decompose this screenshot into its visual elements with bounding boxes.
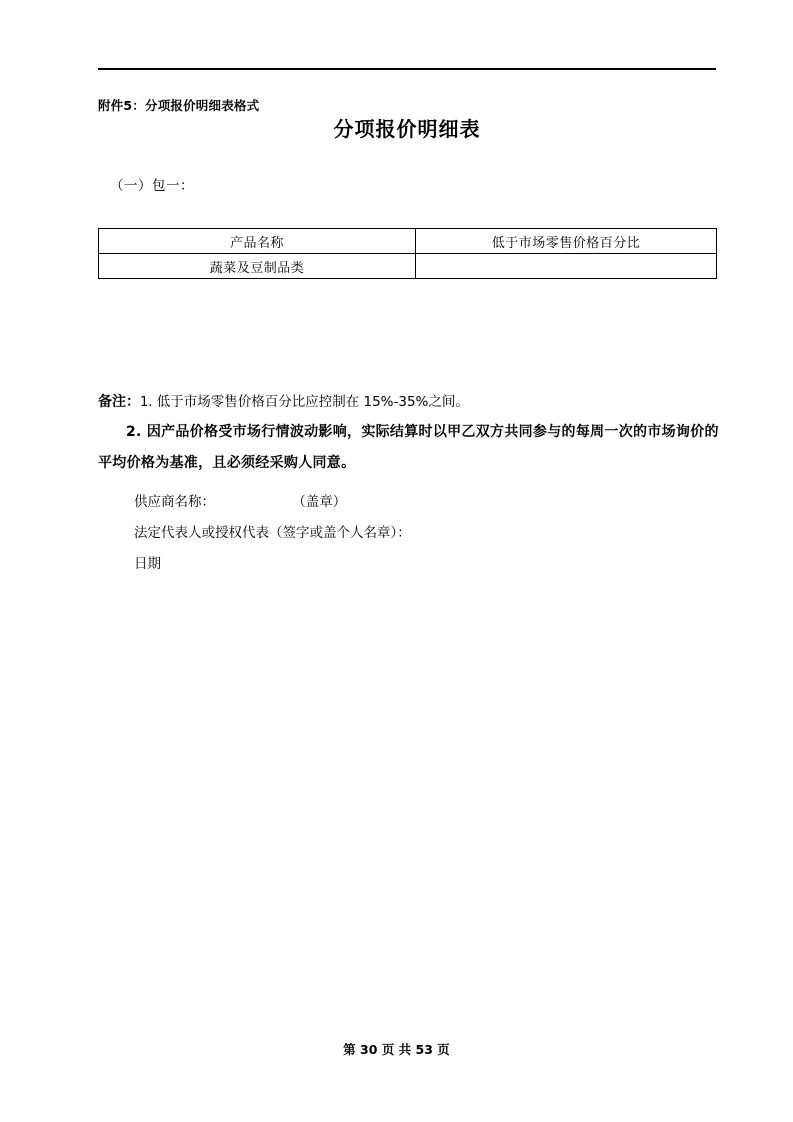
footer-middle: 页 共 bbox=[381, 1042, 412, 1057]
table-cell-discount-percent[interactable] bbox=[416, 254, 717, 279]
remark-item-1 bbox=[98, 388, 723, 417]
footer-prefix: 第 bbox=[343, 1042, 356, 1057]
table-header-product-name: 产品名称 bbox=[99, 229, 416, 254]
remark-item-1-number: 1. bbox=[140, 395, 153, 410]
table-header-discount-percent: 低于市场零售价格百分比 bbox=[416, 229, 717, 254]
price-table bbox=[98, 228, 717, 279]
footer-current-page: 30 bbox=[360, 1042, 378, 1057]
signature-block bbox=[98, 487, 698, 580]
supplier-name-line bbox=[98, 487, 698, 518]
footer-total-pages: 53 bbox=[415, 1042, 433, 1057]
supplier-name-label: 供应商名称： bbox=[134, 494, 215, 510]
table-row bbox=[99, 254, 717, 279]
seal-note: （盖章） bbox=[299, 494, 347, 510]
package-heading: （一）包一： bbox=[110, 178, 194, 194]
remark-item-2: 2. 因产品价格受市场行情波动影响，实际结算时以甲乙双方共同参与的每周一次的市场询价的平均价格为基准，且必须经采购人同意。 bbox=[98, 424, 719, 471]
remark-item-1-text: 低于市场零售价格百分比应控制在 15%-35%之间。 bbox=[156, 394, 469, 410]
page-footer bbox=[0, 1040, 793, 1058]
table-cell-product-name: 蔬菜及豆制品类 bbox=[99, 254, 416, 279]
remark-lead-label: 备注： bbox=[98, 394, 140, 410]
page-title: 分项报价明细表 bbox=[333, 117, 481, 141]
date-line: 日期 bbox=[134, 556, 161, 572]
header-rule bbox=[98, 68, 716, 70]
remarks-block bbox=[98, 388, 723, 479]
table-header-row bbox=[99, 229, 717, 254]
legal-representative-line: 法定代表人或授权代表（签字或盖个人名章）： bbox=[134, 525, 411, 541]
footer-suffix: 页 bbox=[437, 1042, 450, 1057]
attachment-label: 附件5：分项报价明细表格式 bbox=[98, 98, 260, 113]
